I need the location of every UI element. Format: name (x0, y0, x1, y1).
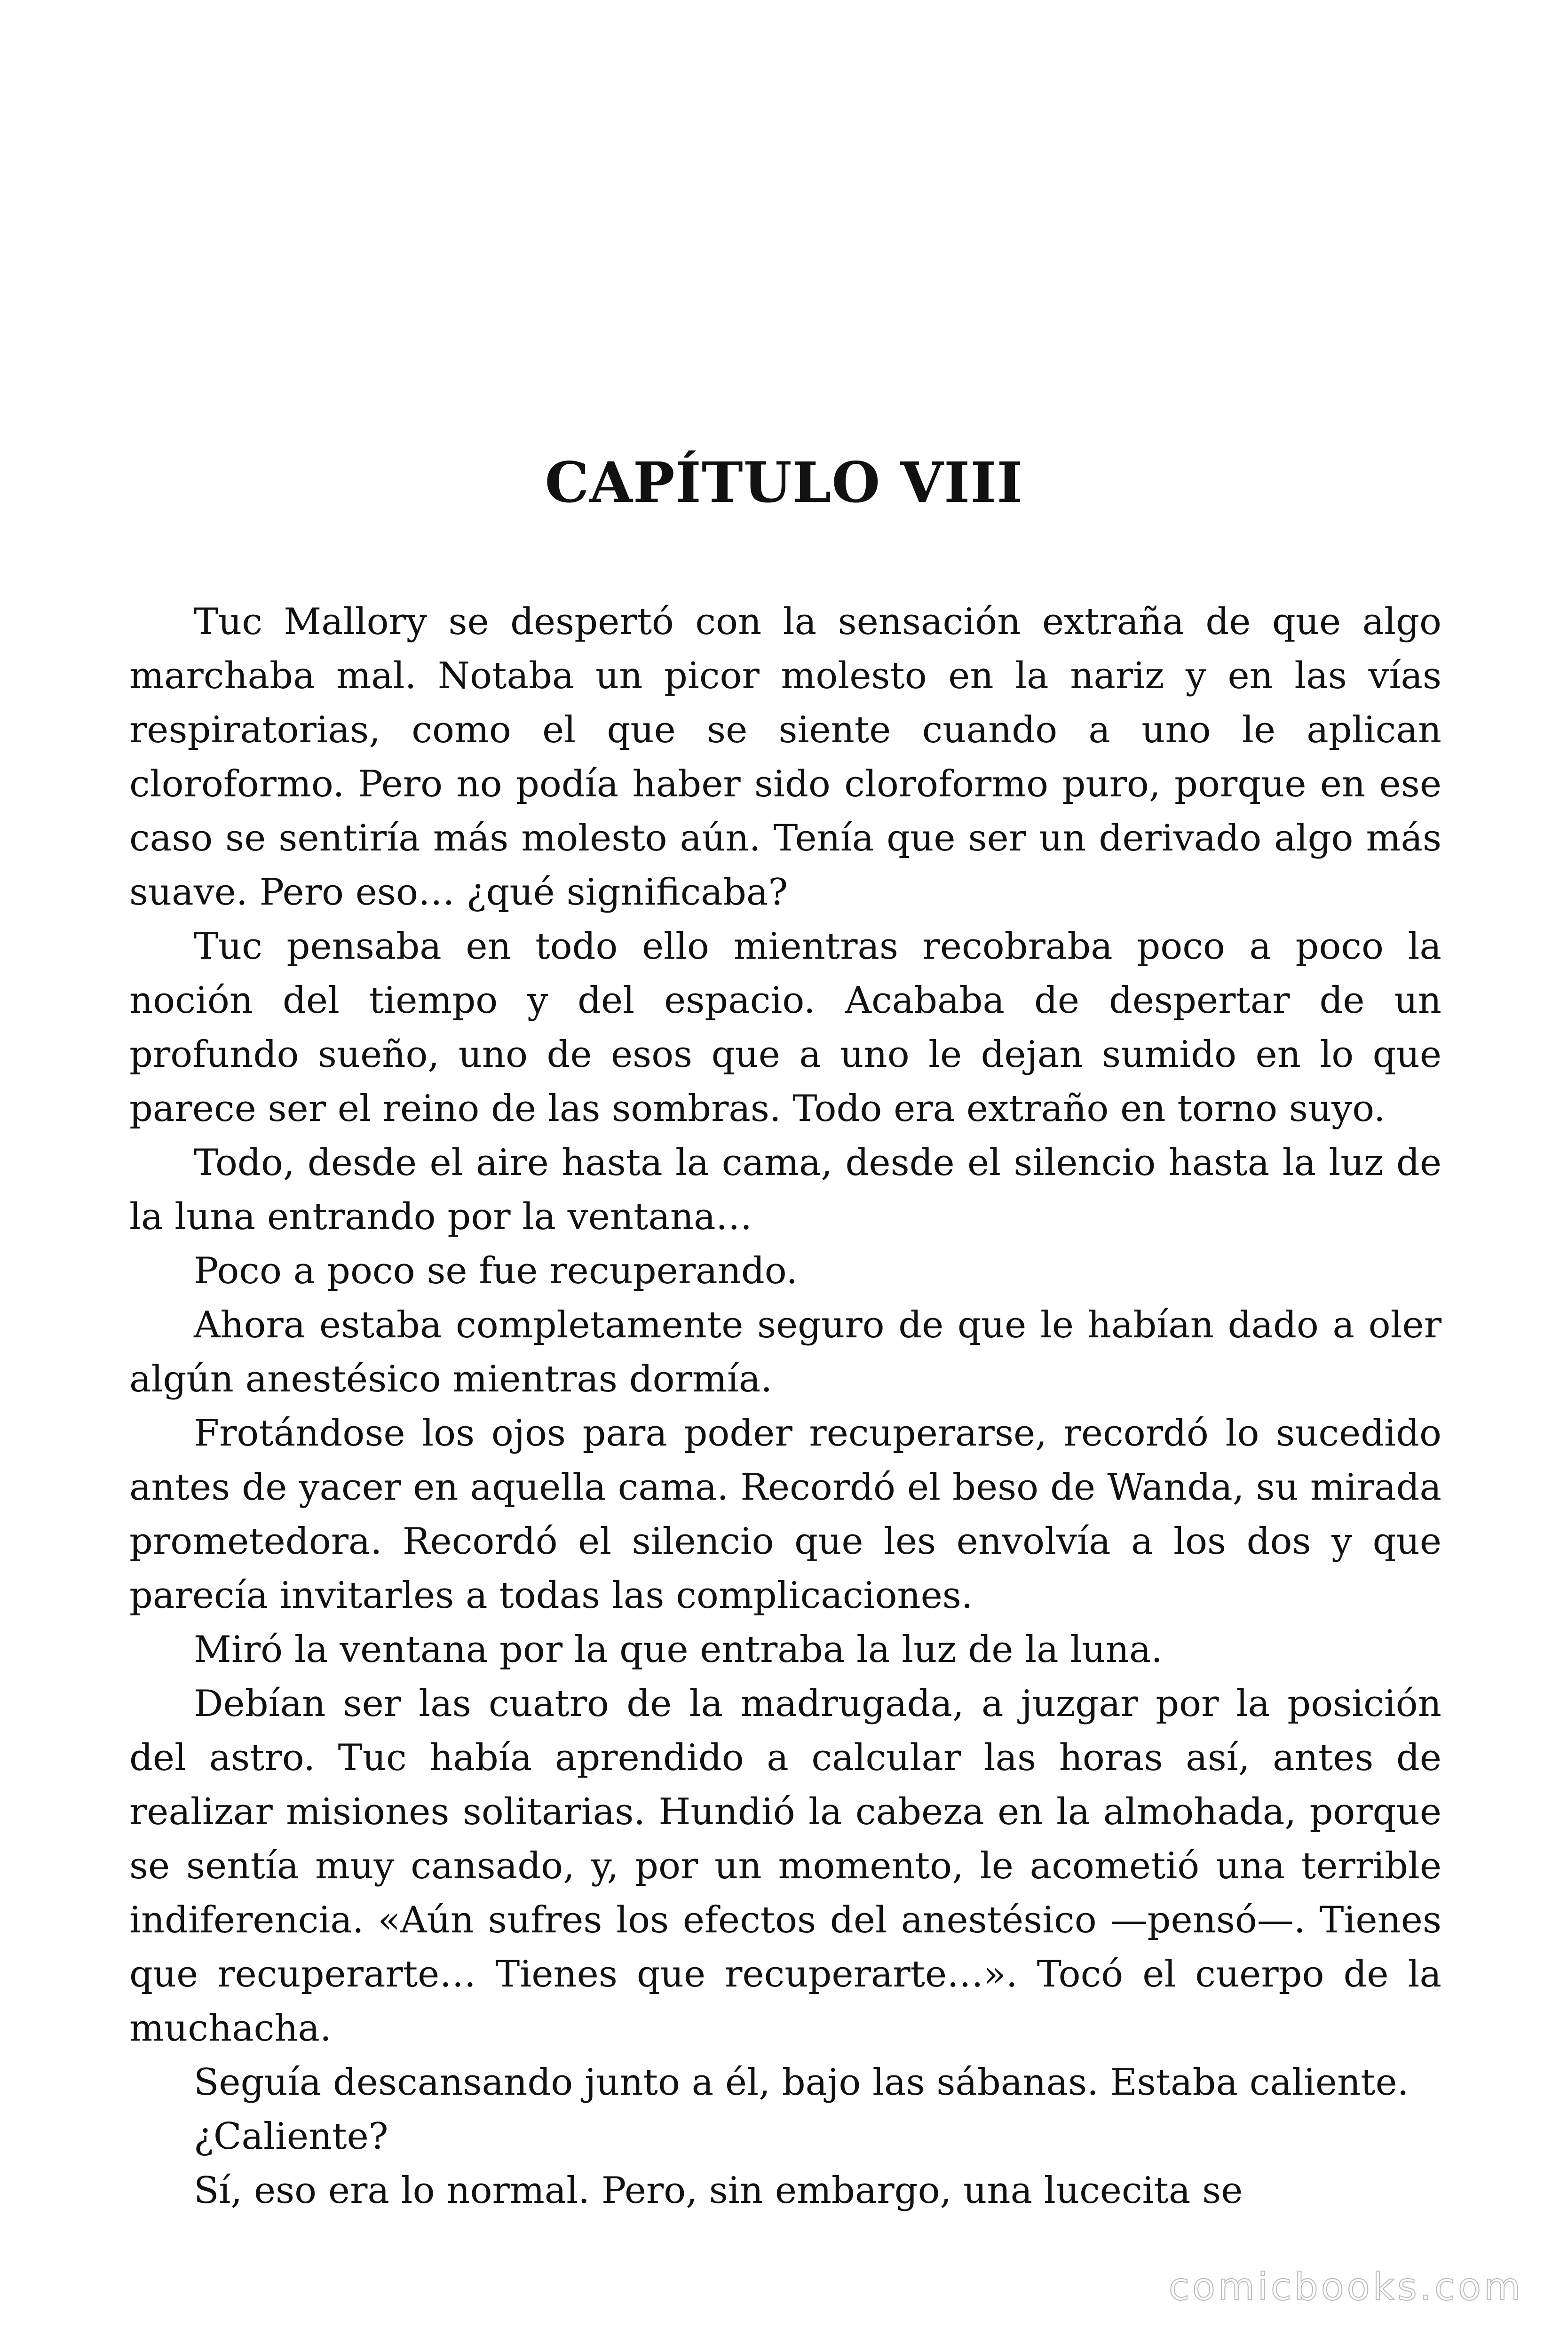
paragraph: Sí, eso era lo normal. Pero, sin embargo, una lucecita se (194, 2169, 1243, 2212)
paragraph: ¿Caliente? (194, 2115, 388, 2158)
paragraph: Tuc pensaba en todo ello mientras recobraba poco a poco la noción del tiempo y del espacio. Acababa de despertar de un profundo sueño, uno de esos que a uno le dejan sumido en lo que parece ser el reino de las sombras. Todo era extraño en torno suyo. (129, 925, 1441, 1130)
paragraph: Frotándose los ojos para poder recuperarse, recordó lo sucedido antes de yacer en aquella cama. Recordó el beso de Wanda, su mirada prometedora. Recordó el silencio que les envolvía a los dos y que parecía invitarles a todas las complicaciones. (129, 1412, 1441, 1617)
watermark: comicbooks.com (1168, 2265, 1523, 2309)
chapter-title: CAPÍTULO VIII (545, 450, 1023, 515)
paragraph: Todo, desde el aire hasta la cama, desde el silencio hasta la luz de la luna entrando por la ventana… (129, 1142, 1441, 1238)
paragraph: Poco a poco se fue recuperando. (194, 1250, 798, 1292)
chapter-body (129, 595, 1441, 2218)
paragraph: Ahora estaba completamente seguro de que le habían dado a oler algún anestésico mientras dormía. (129, 1304, 1441, 1400)
paragraph: Debían ser las cuatro de la madrugada, a juzgar por la posición del astro. Tuc había aprendido a calcular las horas así, antes de realizar misiones solitarias. Hundió la cabeza en la almohada, porque se sentía muy cansado, y, por un momento, le acometió una terrible indiferencia. «Aún sufres los efectos del anestésico —pensó—. Tienes que recuperarte… Tienes que recuperarte…». Tocó el cuerpo de la muchacha. (129, 1683, 1441, 2050)
paragraph: Tuc Mallory se despertó con la sensación extraña de que algo marchaba mal. Notaba un picor molesto en la nariz y en las vías respiratorias, como el que se siente cuando a uno le aplican cloroformo. Pero no podía haber sido cloroformo puro, porque en ese caso se sentiría más molesto aún. Tenía que ser un derivado algo más suave. Pero eso… ¿qué significaba? (129, 601, 1441, 914)
paragraph: Seguía descansando junto a él, bajo las sábanas. Estaba caliente. (194, 2061, 1409, 2104)
paragraph: Miró la ventana por la que entraba la luz de la luna. (194, 1629, 1163, 1671)
